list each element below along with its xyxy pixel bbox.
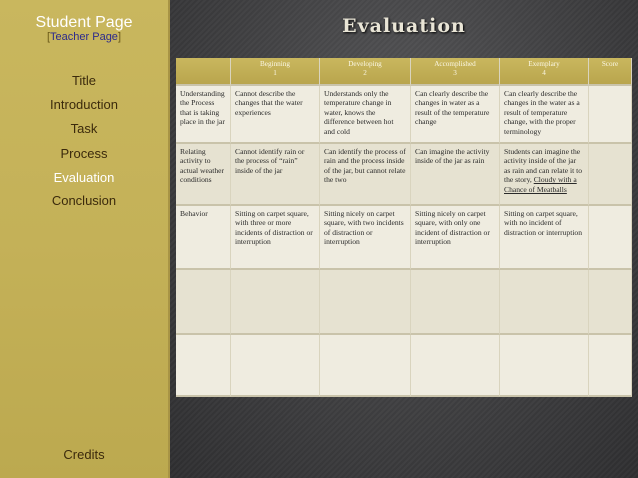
student-page-title: Student Page [35,14,133,31]
header-number: 4 [542,69,546,78]
header-developing [320,58,411,86]
exemplary-cell [500,144,589,206]
main-content [170,0,638,478]
developing-cell: Sitting nicely on carpet square, with two incidents of distraction or interruption [320,206,411,270]
table-row [176,86,632,144]
header-beginning [231,58,320,86]
header-number: 2 [363,69,367,78]
nav-item-evaluation[interactable]: Evaluation [53,170,115,185]
developing-cell: Understands only the temperature change in water, knows the difference between hot and cold [320,86,411,144]
nav-item-conclusion[interactable]: Conclusion [51,193,117,208]
header-label: Score [601,60,619,68]
criterion-cell [176,335,231,397]
table-row [176,144,632,206]
sidebar [0,0,170,478]
header-score [589,58,632,86]
nav-item-title[interactable]: Title [71,73,97,88]
criterion-cell: Relating activity to actual weather conditions [176,144,231,206]
beginning-cell [231,335,320,397]
criterion-cell [176,270,231,335]
accomplished-cell [411,335,500,397]
book-title-link[interactable]: Cloudy with a Chance of Meatballs [504,175,577,194]
table-row [176,206,632,270]
criterion-cell: Behavior [176,206,231,270]
header-exemplary [500,58,589,86]
beginning-cell: Cannot describe the changes that the water experiences [231,86,320,144]
score-cell [589,270,632,335]
nav-item-task[interactable]: Task [70,121,98,136]
accomplished-cell: Sitting nicely on carpet square, with only one incident of distraction or interruption [411,206,500,270]
beginning-cell [231,270,320,335]
table-row [176,270,632,335]
beginning-cell: Cannot identify rain or the process of “rain” inside of the jar [231,144,320,206]
header-label: Accomplished [434,60,476,68]
accomplished-cell: Can imagine the activity inside of the jar as rain [411,144,500,206]
nav-item-process[interactable]: Process [60,146,108,161]
beginning-cell: Sitting on carpet square, with three or more incidents of distraction or interruption [231,206,320,270]
header-number: 1 [273,69,277,78]
score-cell [589,144,632,206]
criterion-cell: Understanding the Process that is taking place in the jar [176,86,231,144]
score-cell [589,206,632,270]
header-label: Exemplary [528,60,560,68]
exemplary-cell [500,270,589,335]
nav-item-introduction[interactable]: Introduction [50,97,118,112]
nav-item-credits[interactable]: Credits [63,447,105,462]
rubric-header-row [176,58,632,86]
score-cell [589,86,632,144]
developing-cell [320,335,411,397]
table-row [176,335,632,397]
page-title: Evaluation [342,15,466,37]
header-label: Developing [348,60,382,68]
score-cell [589,335,632,397]
header-criterion [176,58,231,86]
accomplished-cell [411,270,500,335]
developing-cell: Can identify the process of rain and the process inside of the jar, but cannot relate the two [320,144,411,206]
developing-cell [320,270,411,335]
bracket-close: ] [117,31,121,43]
teacher-page-line [0,31,168,43]
accomplished-cell: Can clearly describe the changes in water as a result of the temperature change [411,86,500,144]
teacher-page-link[interactable]: Teacher Page [50,31,118,43]
header-label: Beginning [260,60,290,68]
header-accomplished [411,58,500,86]
rubric-table [176,58,632,397]
bracket-open: [ [46,31,51,43]
exemplary-cell: Can clearly describe the changes in the water as a result of temperature change, with the proper terminology [500,86,589,144]
exemplary-text: Students can imagine the activity inside of the jar as rain and can relate it to the story, [504,147,583,185]
header-number: 3 [453,69,457,78]
exemplary-cell: Sitting on carpet square, with no incident of distraction or interruption [500,206,589,270]
exemplary-cell [500,335,589,397]
